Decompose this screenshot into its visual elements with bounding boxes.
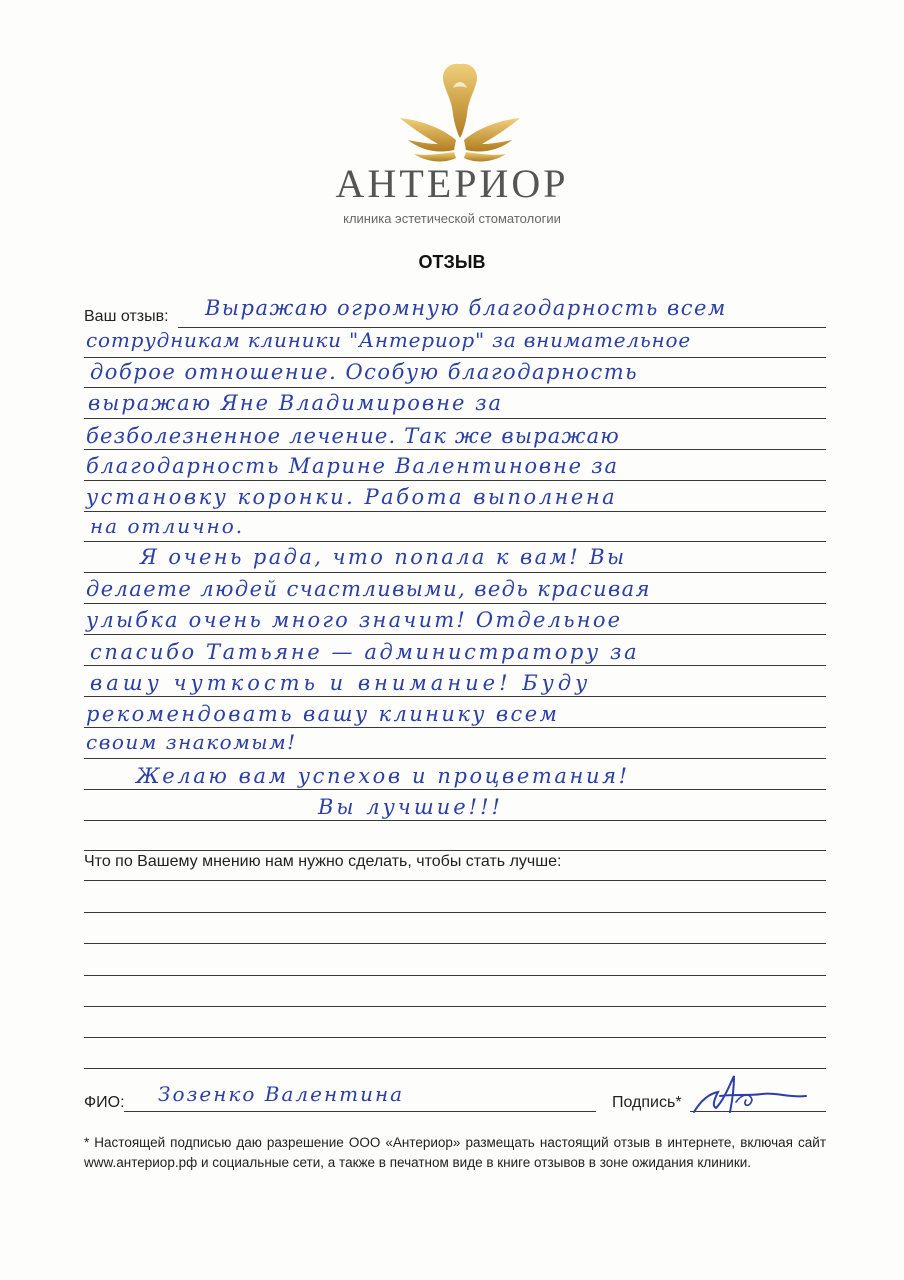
- brand-tagline: клиника эстетической стоматологии: [343, 211, 561, 226]
- review-line-18[interactable]: [84, 850, 826, 851]
- tooth-wings-logo-icon: [398, 58, 522, 170]
- improve-label: Что по Вашему мнению нам нужно сделать, чтобы стать лучше:: [84, 853, 562, 870]
- handwritten-line: спасибо Татьяне — администратору за: [90, 640, 640, 664]
- fio-line[interactable]: [124, 1111, 596, 1112]
- improve-line-3[interactable]: [84, 943, 826, 944]
- handwritten-signature: [690, 1072, 810, 1118]
- handwritten-line: благодарность Марине Валентиновне за: [86, 454, 619, 478]
- improve-line-2[interactable]: [84, 912, 826, 913]
- consent-footnote: * Настоящей подписью даю разрешение ООО «Антериор» размещать настоящий отзыв в интернете, включая сайт www.антериор.рф и социальные сети, а также в печатном виде в книге отзывов в зоне ожидания клиники.: [84, 1135, 826, 1170]
- improve-line-7[interactable]: [84, 1068, 826, 1069]
- review-line-7[interactable]: [84, 511, 826, 512]
- review-line-17[interactable]: [84, 820, 826, 821]
- review-line-15[interactable]: [84, 758, 826, 759]
- improve-line-1[interactable]: [84, 880, 826, 881]
- review-label: Ваш отзыв:: [84, 308, 169, 325]
- review-line-6[interactable]: [84, 480, 826, 481]
- handwritten-line: безболезненное лечение. Так же выражаю: [86, 424, 620, 448]
- handwritten-line: делаете людей счастливыми, ведь красивая: [86, 577, 651, 601]
- handwritten-line: на отлично.: [90, 514, 245, 538]
- improve-line-6[interactable]: [84, 1037, 826, 1038]
- handwritten-line: Я очень рада, что попала к вам! Вы: [140, 545, 627, 569]
- handwritten-line: Вы лучшие!!!: [318, 795, 503, 819]
- fio-value: Зозенко Валентина: [158, 1082, 405, 1106]
- review-line-13[interactable]: [84, 696, 826, 697]
- improve-line-4[interactable]: [84, 975, 826, 976]
- review-line-5[interactable]: [84, 449, 826, 450]
- handwritten-line: вашу чуткость и внимание! Буду: [90, 671, 592, 695]
- handwritten-line: Выражаю огромную благодарность всем: [205, 296, 727, 320]
- brand-name: АНТЕРИОР: [335, 161, 569, 206]
- signature-label: Подпись*: [612, 1094, 682, 1111]
- review-line-9[interactable]: [84, 572, 826, 573]
- handwritten-line: Желаю вам успехов и процветания!: [136, 764, 630, 788]
- review-line-10[interactable]: [84, 603, 826, 604]
- review-line-12[interactable]: [84, 665, 826, 666]
- review-line-2[interactable]: [84, 357, 826, 358]
- handwritten-line: сотрудникам клиники "Антериор" за внимательное: [86, 328, 692, 352]
- fio-label: ФИО:: [84, 1094, 125, 1111]
- handwritten-line: рекомендовать вашу клинику всем: [86, 702, 560, 726]
- review-line-4[interactable]: [84, 418, 826, 419]
- improve-line-5[interactable]: [84, 1006, 826, 1007]
- review-line-3[interactable]: [84, 387, 826, 388]
- review-line-16[interactable]: [84, 789, 826, 790]
- handwritten-line: доброе отношение. Особую благодарность: [90, 360, 639, 384]
- handwritten-line: выражаю Яне Владимировне за: [88, 391, 504, 415]
- handwritten-line: улыбка очень много значит! Отдельное: [86, 608, 623, 632]
- handwritten-line: своим знакомым!: [86, 730, 297, 754]
- review-line-14[interactable]: [84, 727, 826, 728]
- review-line-11[interactable]: [84, 634, 826, 635]
- review-line-8[interactable]: [84, 541, 826, 542]
- handwritten-line: установку коронки. Работа выполнена: [86, 485, 618, 509]
- form-title: ОТЗЫВ: [418, 252, 486, 272]
